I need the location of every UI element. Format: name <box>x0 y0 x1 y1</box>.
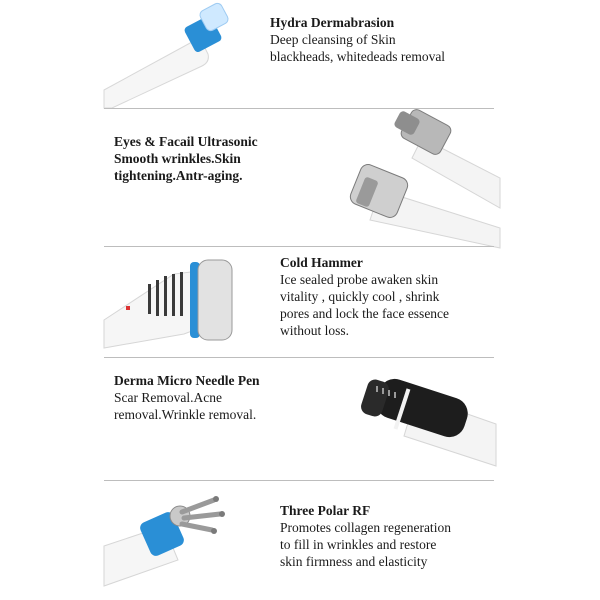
ultrasonic-probes-icon <box>340 108 500 248</box>
cold-hammer-probe-icon <box>104 250 244 360</box>
section-desc-line: Promotes collagen regeneration <box>280 520 451 535</box>
divider <box>104 480 494 481</box>
section-title: Three Polar RF <box>280 503 371 518</box>
section-title: Cold Hammer <box>280 255 363 270</box>
hydra-dermabrasion-probe-icon <box>104 0 244 110</box>
section-desc-line: blackheads, whitedeads removal <box>270 49 446 64</box>
section-desc-line: skin firmness and elasticity <box>280 554 428 569</box>
section-desc-line: removal.Wrinkle removal. <box>114 407 257 422</box>
three-polar-rf-probe-icon <box>104 486 244 596</box>
section-desc-line: Smooth wrinkles.Skin <box>114 151 241 166</box>
section-desc-line: vitality , quickly cool , shrink <box>280 289 440 304</box>
divider <box>104 246 494 247</box>
divider <box>104 357 494 358</box>
section-cold-hammer <box>280 254 449 339</box>
section-ultrasonic <box>114 133 258 184</box>
section-desc-line: Scar Removal.Acne <box>114 390 222 405</box>
section-desc-line: Ice sealed probe awaken skin <box>280 272 439 287</box>
micro-needle-pen-icon <box>356 362 496 472</box>
section-title: Eyes & Facail Ultrasonic <box>114 134 258 149</box>
section-hydra-dermabrasion <box>270 14 445 65</box>
section-desc-line: to fill in wrinkles and restore <box>280 537 437 552</box>
section-title: Derma Micro Needle Pen <box>114 373 260 388</box>
section-desc-line: pores and lock the face essence <box>280 306 450 321</box>
section-micro-needle-pen <box>114 372 260 423</box>
section-title: Hydra Dermabrasion <box>270 15 395 30</box>
section-desc-line: Deep cleansing of Skin <box>270 32 396 47</box>
section-three-polar-rf <box>280 502 451 570</box>
section-desc-line: without loss. <box>280 323 350 338</box>
section-desc-line: tightening.Antr-aging. <box>114 168 243 183</box>
